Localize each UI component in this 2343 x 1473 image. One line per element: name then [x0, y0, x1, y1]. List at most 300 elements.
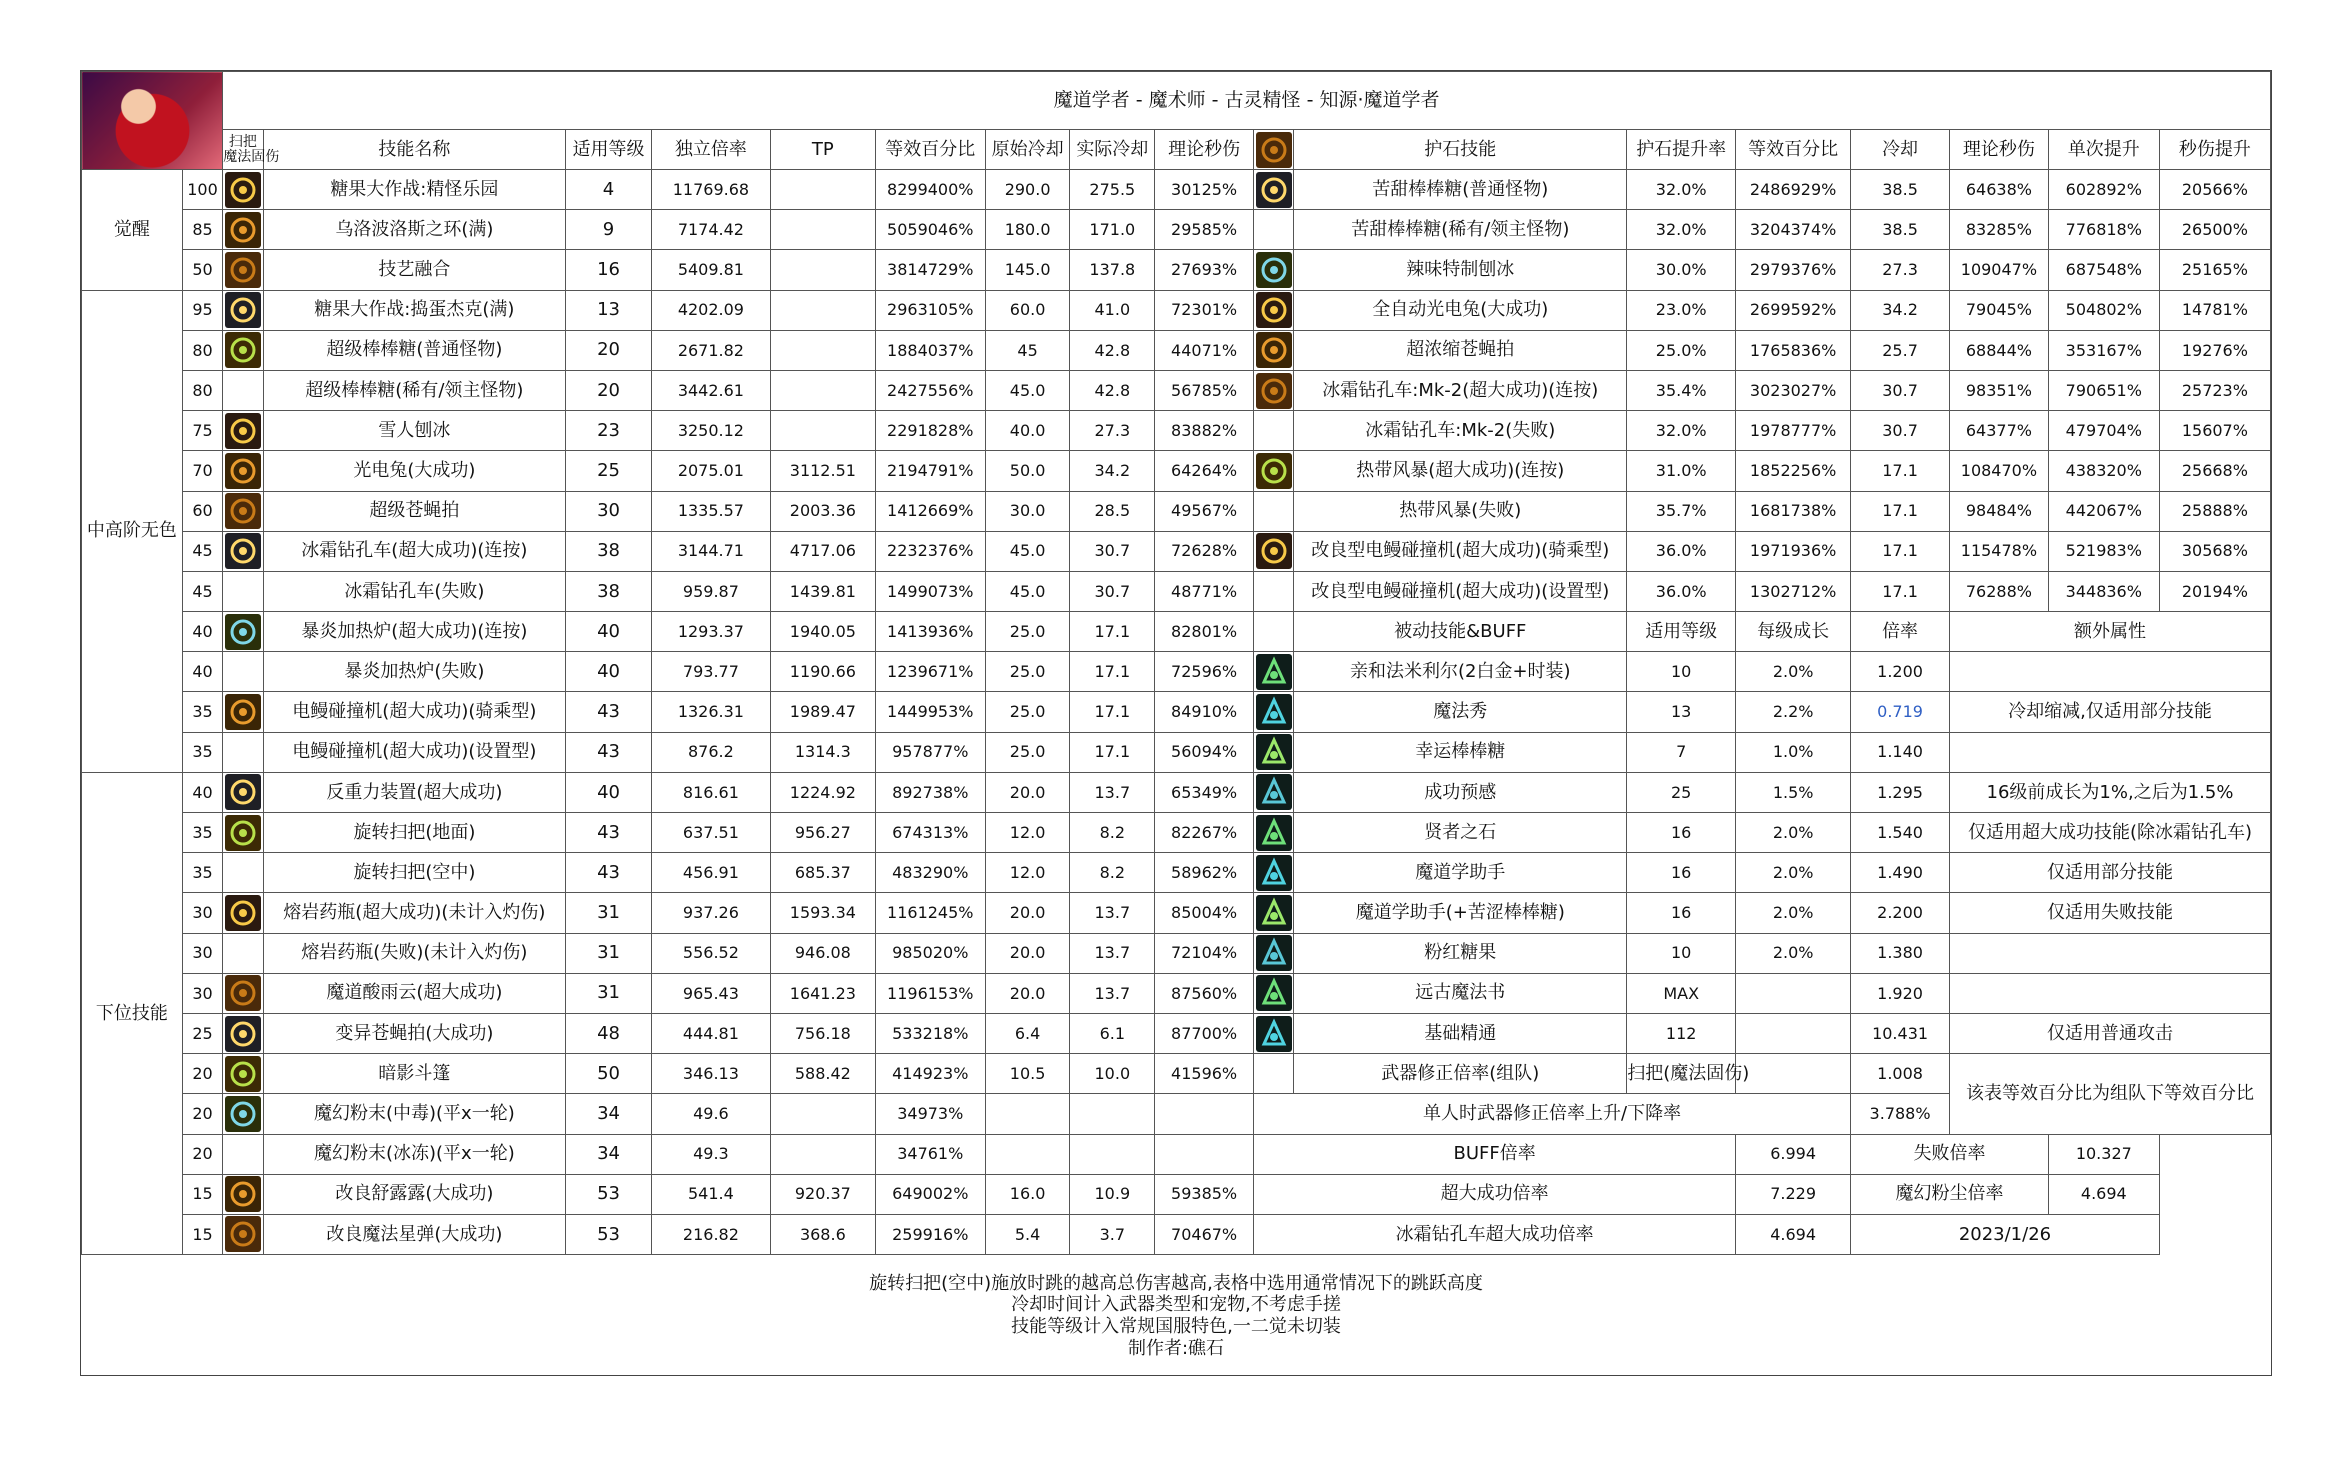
passive-growth: 1.0%: [1736, 732, 1851, 772]
skill-level: 48: [566, 1013, 652, 1053]
buff-label: 超大成功倍率: [1254, 1174, 1736, 1214]
passive-col-ratio: 倍率: [1851, 612, 1950, 652]
passive-level: 7: [1627, 732, 1736, 772]
passive-growth: [1736, 1013, 1851, 1053]
skill-tp: [770, 290, 875, 330]
footer-notes: [81, 1257, 2271, 1375]
buff-label2: 魔幻粉尘倍率: [1851, 1174, 2049, 1214]
skill-real-cd: 13.7: [1070, 893, 1155, 933]
stone-dps: 115478%: [1949, 531, 2048, 571]
stone-dps: 68844%: [1949, 330, 2048, 370]
skill-orig-cd: 25.0: [985, 652, 1070, 692]
page-title: 魔道学者 - 魔术师 - 古灵精怪 - 知源·魔道学者: [223, 72, 2271, 130]
skill-level: 43: [566, 732, 652, 772]
skill-eq: 2291828%: [875, 411, 985, 451]
passive-name: 远古魔法书: [1294, 973, 1627, 1013]
skill-real-cd: 3.7: [1070, 1214, 1155, 1254]
stone-up: 36.0%: [1627, 531, 1736, 571]
skill-level: 20: [566, 330, 652, 370]
passive-name: 魔道学助手(+苦涩棒棒糖): [1294, 893, 1627, 933]
passive-growth: 2.0%: [1736, 933, 1851, 973]
stone-single-up: 687548%: [2048, 250, 2159, 290]
stone-eq: 1681738%: [1736, 491, 1851, 531]
passive-level: 25: [1627, 772, 1736, 812]
skill-dps: 87700%: [1155, 1013, 1254, 1053]
stone-dps-up: 25668%: [2159, 451, 2270, 491]
skill-row: [82, 170, 2271, 210]
stone-dps: 64638%: [1949, 170, 2048, 210]
attack-pct: 30: [182, 893, 222, 933]
familiar-icon: [1256, 654, 1292, 690]
passive-level: 16: [1627, 813, 1736, 853]
skill-row: [82, 290, 2271, 330]
skill-level: 43: [566, 853, 652, 893]
skill-level: 34: [566, 1134, 652, 1174]
stone-eq: 3023027%: [1736, 370, 1851, 410]
stone-single-up: 442067%: [2048, 491, 2159, 531]
skill-name: 魔幻粉末(冰冻)(平x一轮): [263, 1134, 566, 1174]
portrait-avatar: [82, 72, 223, 170]
skill-name: 魔幻粉末(中毒)(平x一轮): [263, 1094, 566, 1134]
skill-orig-cd: 20.0: [985, 973, 1070, 1013]
attack-pct: 85: [182, 210, 222, 250]
passive-icon-cell: [1254, 772, 1294, 812]
buff-value2: 4.694: [2048, 1174, 2159, 1214]
skill-dps: 58962%: [1155, 853, 1254, 893]
attack-pct: 45: [182, 571, 222, 611]
passive-col-name: 被动技能&BUFF: [1294, 612, 1627, 652]
skill-eq: 2194791%: [875, 451, 985, 491]
passive-extra: 仅适用失败技能: [1949, 893, 2270, 933]
skill-ratio: 444.81: [651, 1013, 770, 1053]
stone-icon-cell: [1254, 370, 1294, 410]
snowman-shaved-ice-icon: [225, 413, 261, 449]
skill-icon-cell: [223, 893, 263, 933]
stone-eq: 1852256%: [1736, 451, 1851, 491]
skill-icon-cell: [223, 1054, 263, 1094]
candy-jack-icon: [225, 292, 261, 328]
passive-extra: [1949, 933, 2270, 973]
skill-eq: 985020%: [875, 933, 985, 973]
buff-label: BUFF倍率: [1254, 1134, 1736, 1174]
passive-name: 基础精通: [1294, 1013, 1627, 1053]
passive-name: 成功预感: [1294, 772, 1627, 812]
date-label: 2023/1/26: [1851, 1214, 2160, 1254]
electric-rabbit-icon: [225, 453, 261, 489]
stone-skill-name: 苦甜棒棒糖(稀有/领主怪物): [1294, 210, 1627, 250]
stone-up: 23.0%: [1627, 290, 1736, 330]
skill-tp: 1224.92: [770, 772, 875, 812]
skill-dps: 87560%: [1155, 973, 1254, 1013]
skill-icon-cell: [223, 612, 263, 652]
skill-level: 30: [566, 491, 652, 531]
note-line: 技能等级计入常规国服特色,一二觉未切装: [1011, 1316, 1341, 1337]
skill-dps: 70467%: [1155, 1214, 1254, 1254]
attack-pct: 50: [182, 250, 222, 290]
skill-eq: 259916%: [875, 1214, 985, 1254]
assistant-bitter-icon: [1256, 895, 1292, 931]
ancient-book-icon: [1256, 975, 1292, 1011]
skill-tp: 685.37: [770, 853, 875, 893]
skill-ratio: 816.61: [651, 772, 770, 812]
stone-dps-up: 20194%: [2159, 571, 2270, 611]
stone-skill-name: 热带风暴(超大成功)(连按): [1294, 451, 1627, 491]
skill-tp: [770, 411, 875, 451]
skill-sheet: [80, 70, 2272, 1376]
skill-icon-cell: [223, 652, 263, 692]
attack-pct: 15: [182, 1174, 222, 1214]
stone-dps: 76288%: [1949, 571, 2048, 611]
skill-eq: 1161245%: [875, 893, 985, 933]
passive-icon-cell: [1254, 1013, 1294, 1053]
skill-orig-cd: 25.0: [985, 692, 1070, 732]
skill-real-cd: 17.1: [1070, 612, 1155, 652]
stone-icon-cell: [1254, 451, 1294, 491]
spicy-shaved-ice-icon: [1256, 252, 1292, 288]
col-real-cd: 实际冷却: [1070, 130, 1155, 170]
frost-drill-mk2-icon: [1256, 373, 1292, 409]
col-dps: 理论秒伤: [1155, 130, 1254, 170]
passive-icon-cell: [1254, 692, 1294, 732]
stone-dps: 98351%: [1949, 370, 2048, 410]
stone-eq: 1971936%: [1736, 531, 1851, 571]
skill-row: [82, 732, 2271, 772]
skill-name: 雪人刨冰: [263, 411, 566, 451]
skill-row: [82, 692, 2271, 732]
passive-extra: 冷却缩减,仅适用部分技能: [1949, 692, 2270, 732]
attack-pct: 100: [182, 170, 222, 210]
sage-stone-icon: [1256, 815, 1292, 851]
skill-name: 旋转扫把(地面): [263, 813, 566, 853]
skill-name: 超级棒棒糖(稀有/领主怪物): [263, 370, 566, 410]
skill-icon-cell: [223, 1013, 263, 1053]
buff-label: 冰霜钻孔车超大成功倍率: [1254, 1214, 1736, 1254]
passive-icon-cell: [1254, 853, 1294, 893]
skill-tp: 588.42: [770, 1054, 875, 1094]
skill-row: [82, 491, 2271, 531]
passive-ratio: 1.200: [1851, 652, 1950, 692]
basic-mastery-icon: [1256, 1016, 1292, 1052]
stone-skill-name: 改良型电鳗碰撞机(超大成功)(设置型): [1294, 571, 1627, 611]
skill-ratio: 876.2: [651, 732, 770, 772]
note-line: 冷却时间计入武器类型和宠物,不考虑手搓: [1011, 1294, 1341, 1316]
stone-icon-cell: [1254, 571, 1294, 611]
skill-row: [82, 1013, 2271, 1053]
skill-ratio: 4202.09: [651, 290, 770, 330]
skill-tp: [770, 1134, 875, 1174]
stone-skill-name: 热带风暴(失败): [1294, 491, 1627, 531]
skill-ratio: 965.43: [651, 973, 770, 1013]
skill-row: [82, 1174, 2271, 1214]
attack-pct: 40: [182, 612, 222, 652]
passive-extra: [1949, 732, 2270, 772]
skill-orig-cd: 30.0: [985, 491, 1070, 531]
skill-ratio: 937.26: [651, 893, 770, 933]
skill-orig-cd: 20.0: [985, 893, 1070, 933]
weapon-row-label: 武器修正倍率(组队): [1294, 1054, 1627, 1094]
skill-tp: 756.18: [770, 1013, 875, 1053]
passive-col-extra: 额外属性: [1949, 612, 2270, 652]
skill-level: 53: [566, 1214, 652, 1254]
stone-skill-name: 改良型电鳗碰撞机(超大成功)(骑乘型): [1294, 531, 1627, 571]
skill-ratio: 3144.71: [651, 531, 770, 571]
skill-ratio: 556.52: [651, 933, 770, 973]
attack-pct: 15: [182, 1214, 222, 1254]
attack-pct: 20: [182, 1134, 222, 1174]
passive-col-growth: 每级成长: [1736, 612, 1851, 652]
skill-dps: 72596%: [1155, 652, 1254, 692]
passive-growth: 2.0%: [1736, 853, 1851, 893]
buff-value: 7.229: [1736, 1174, 1851, 1214]
stone-single-up: 790651%: [2048, 370, 2159, 410]
skill-name: 超级苍蝇拍: [263, 491, 566, 531]
weapon-type-blank: [1736, 1054, 1851, 1094]
col-level: 适用等级: [566, 130, 652, 170]
skill-orig-cd: 45.0: [985, 370, 1070, 410]
skill-eq: 533218%: [875, 1013, 985, 1053]
skill-level: 16: [566, 250, 652, 290]
skill-tp: 956.27: [770, 813, 875, 853]
stone-icon-cell: [1254, 411, 1294, 451]
skill-dps: 72104%: [1155, 933, 1254, 973]
skill-tp: [770, 170, 875, 210]
skill-real-cd: 42.8: [1070, 330, 1155, 370]
skill-ratio: 1293.37: [651, 612, 770, 652]
skill-eq: 414923%: [875, 1054, 985, 1094]
stone-cd: 30.7: [1851, 411, 1950, 451]
skill-tp: [770, 210, 875, 250]
skill-orig-cd: 5.4: [985, 1214, 1070, 1254]
stone-dps-up: 15607%: [2159, 411, 2270, 451]
skill-name: 旋转扫把(空中): [263, 853, 566, 893]
skill-dps: 64264%: [1155, 451, 1254, 491]
stone-skill-name: 冰霜钻孔车:Mk-2(超大成功)(连按): [1294, 370, 1627, 410]
skill-icon-cell: [223, 813, 263, 853]
passive-name: 亲和法米利尔(2白金+时装): [1294, 652, 1627, 692]
stone-icon-cell: [1254, 290, 1294, 330]
skill-level: 40: [566, 612, 652, 652]
passive-ratio: 1.490: [1851, 853, 1950, 893]
stone-single-up: 504802%: [2048, 290, 2159, 330]
skill-level: 20: [566, 370, 652, 410]
stone-dps: 108470%: [1949, 451, 2048, 491]
col-tp: TP: [770, 130, 875, 170]
skill-tp: 1989.47: [770, 692, 875, 732]
skill-name: 冰霜钻孔车(失败): [263, 571, 566, 611]
skill-real-cd: 10.0: [1070, 1054, 1155, 1094]
stone-up: 31.0%: [1627, 451, 1736, 491]
passive-name: 幸运棒棒糖: [1294, 732, 1627, 772]
skill-tp: 3112.51: [770, 451, 875, 491]
skill-orig-cd: 10.5: [985, 1054, 1070, 1094]
weapon-icon-cell: [1254, 1054, 1294, 1094]
stone-skill-name: 全自动光电兔(大成功): [1294, 290, 1627, 330]
attack-pct: 25: [182, 1013, 222, 1053]
stone-skill-name: 辣味特制刨冰: [1294, 250, 1627, 290]
skill-icon-cell: [223, 1094, 263, 1134]
stone-icon-cell: [1254, 491, 1294, 531]
skill-row: [82, 250, 2271, 290]
skill-name: 冰霜钻孔车(超大成功)(连按): [263, 531, 566, 571]
passive-growth: 1.5%: [1736, 772, 1851, 812]
skill-icon-cell: [223, 973, 263, 1013]
skill-eq: 8299400%: [875, 170, 985, 210]
skill-level: 13: [566, 290, 652, 330]
attack-pct: 95: [182, 290, 222, 330]
art-fusion-icon: [225, 252, 261, 288]
auto-rabbit-icon: [1256, 292, 1292, 328]
skill-dps: 48771%: [1155, 571, 1254, 611]
skill-ratio: 637.51: [651, 813, 770, 853]
stone-single-up: 353167%: [2048, 330, 2159, 370]
skill-eq: 3814729%: [875, 250, 985, 290]
skill-row: [82, 210, 2271, 250]
stone-skill-name: 超浓缩苍蝇拍: [1294, 330, 1627, 370]
skill-ratio: 49.6: [651, 1094, 770, 1134]
skill-row: [82, 772, 2271, 812]
magic-star-bomb-icon: [225, 1216, 261, 1252]
passive-icon-cell: [1254, 813, 1294, 853]
stone-single-up: 602892%: [2048, 170, 2159, 210]
skill-icon-cell: [223, 370, 263, 410]
passive-name: 魔道学助手: [1294, 853, 1627, 893]
skill-name: 糖果大作战:捣蛋杰克(满): [263, 290, 566, 330]
skill-dps: 85004%: [1155, 893, 1254, 933]
skill-level: 25: [566, 451, 652, 491]
skill-level: 31: [566, 933, 652, 973]
stone-up: 35.7%: [1627, 491, 1736, 531]
skill-tp: [770, 250, 875, 290]
passive-level: 10: [1627, 933, 1736, 973]
stone-skill-name: 冰霜钻孔车:Mk-2(失败): [1294, 411, 1627, 451]
note-line: 制作者:礁石: [1127, 1337, 1225, 1359]
stone-icon-cell: [1254, 531, 1294, 571]
tropical-storm-icon: [1256, 453, 1292, 489]
skill-dps: 30125%: [1155, 170, 1254, 210]
attack-pct: 30: [182, 973, 222, 1013]
skill-dps: 83882%: [1155, 411, 1254, 451]
skill-ratio: 1326.31: [651, 692, 770, 732]
col-stone-cd: 冷却: [1851, 130, 1950, 170]
stone-skill-name: 苦甜棒棒糖(普通怪物): [1294, 170, 1627, 210]
attack-pct: 35: [182, 692, 222, 732]
passive-name: 贤者之石: [1294, 813, 1627, 853]
lollipop-icon: [225, 332, 261, 368]
ouroboros-ring-icon: [225, 212, 261, 248]
skill-level: 31: [566, 893, 652, 933]
magic-powder-icon: [225, 1096, 261, 1132]
skill-row: [82, 933, 2271, 973]
col-single-up: 单次提升: [2048, 130, 2159, 170]
skill-icon-cell: [223, 772, 263, 812]
skill-real-cd: 30.7: [1070, 571, 1155, 611]
stone-single-up: 438320%: [2048, 451, 2159, 491]
buff-value2: 10.327: [2048, 1134, 2159, 1174]
stone-icon-cell: [1254, 330, 1294, 370]
passive-extra: 仅适用普通攻击: [1949, 1013, 2270, 1053]
skill-orig-cd: 20.0: [985, 772, 1070, 812]
skill-level: 23: [566, 411, 652, 451]
stone-dps: 98484%: [1949, 491, 2048, 531]
skill-real-cd: 27.3: [1070, 411, 1155, 451]
skill-eq: 34973%: [875, 1094, 985, 1134]
skill-dps: 72628%: [1155, 531, 1254, 571]
skill-orig-cd: [985, 1094, 1070, 1134]
skill-name: 暴炎加热炉(失败): [263, 652, 566, 692]
attack-pct: 60: [182, 491, 222, 531]
stone-up: 32.0%: [1627, 170, 1736, 210]
col-dps-up: 秒伤提升: [2159, 130, 2270, 170]
skill-tp: [770, 330, 875, 370]
skill-orig-cd: 145.0: [985, 250, 1070, 290]
skill-level: 40: [566, 652, 652, 692]
passive-col-level: 适用等级: [1627, 612, 1736, 652]
skill-eq: 483290%: [875, 853, 985, 893]
skill-real-cd: 42.8: [1070, 370, 1155, 410]
skill-real-cd: 13.7: [1070, 973, 1155, 1013]
skill-orig-cd: 290.0: [985, 170, 1070, 210]
skill-name: 改良舒露露(大成功): [263, 1174, 566, 1214]
stone-up: 32.0%: [1627, 210, 1736, 250]
skill-tp: 1439.81: [770, 571, 875, 611]
stone-dps: 64377%: [1949, 411, 2048, 451]
success-hunch-icon: [1256, 774, 1292, 810]
stone-cd: 25.7: [1851, 330, 1950, 370]
buff-value: 6.994: [1736, 1134, 1851, 1174]
stone-dps-up: 20566%: [2159, 170, 2270, 210]
skill-icon-cell: [223, 411, 263, 451]
skill-row: [82, 1134, 2271, 1174]
skill-real-cd: 10.9: [1070, 1174, 1155, 1214]
stone-dps: 109047%: [1949, 250, 2048, 290]
skill-dps: 27693%: [1155, 250, 1254, 290]
concentrated-swatter-icon: [1256, 332, 1292, 368]
skill-row: [82, 973, 2271, 1013]
attack-pct: 35: [182, 813, 222, 853]
skill-row: [82, 813, 2271, 853]
stone-eq: 1302712%: [1736, 571, 1851, 611]
skill-dps: 72301%: [1155, 290, 1254, 330]
skill-name: 电鳗碰撞机(超大成功)(设置型): [263, 732, 566, 772]
stone-cd: 27.3: [1851, 250, 1950, 290]
passive-extra: 仅适用超大成功技能(除冰霜钻孔车): [1949, 813, 2270, 853]
skill-tp: 1314.3: [770, 732, 875, 772]
stone-dps-up: 25888%: [2159, 491, 2270, 531]
skill-real-cd: 41.0: [1070, 290, 1155, 330]
candy-park-icon: [225, 172, 261, 208]
skill-real-cd: 17.1: [1070, 692, 1155, 732]
talisman-header-icon: [1256, 132, 1292, 168]
stone-cd: 17.1: [1851, 451, 1950, 491]
passive-icon-cell: [1254, 933, 1294, 973]
attack-pct: 30: [182, 933, 222, 973]
stone-up: 25.0%: [1627, 330, 1736, 370]
skill-icon-cell: [223, 451, 263, 491]
col-ratio: 独立倍率: [651, 130, 770, 170]
improved-shululu-icon: [225, 1176, 261, 1212]
skill-ratio: 49.3: [651, 1134, 770, 1174]
passive-icon-cell: [1254, 973, 1294, 1013]
skill-dps: 59385%: [1155, 1174, 1254, 1214]
skill-real-cd: [1070, 1134, 1155, 1174]
skill-icon-cell: [223, 853, 263, 893]
skill-icon-cell: [223, 491, 263, 531]
stone-dps-up: 25165%: [2159, 250, 2270, 290]
skill-icon-cell: [223, 1214, 263, 1254]
stone-dps: 83285%: [1949, 210, 2048, 250]
skill-real-cd: 275.5: [1070, 170, 1155, 210]
skill-name: 乌洛波洛斯之环(满): [263, 210, 566, 250]
